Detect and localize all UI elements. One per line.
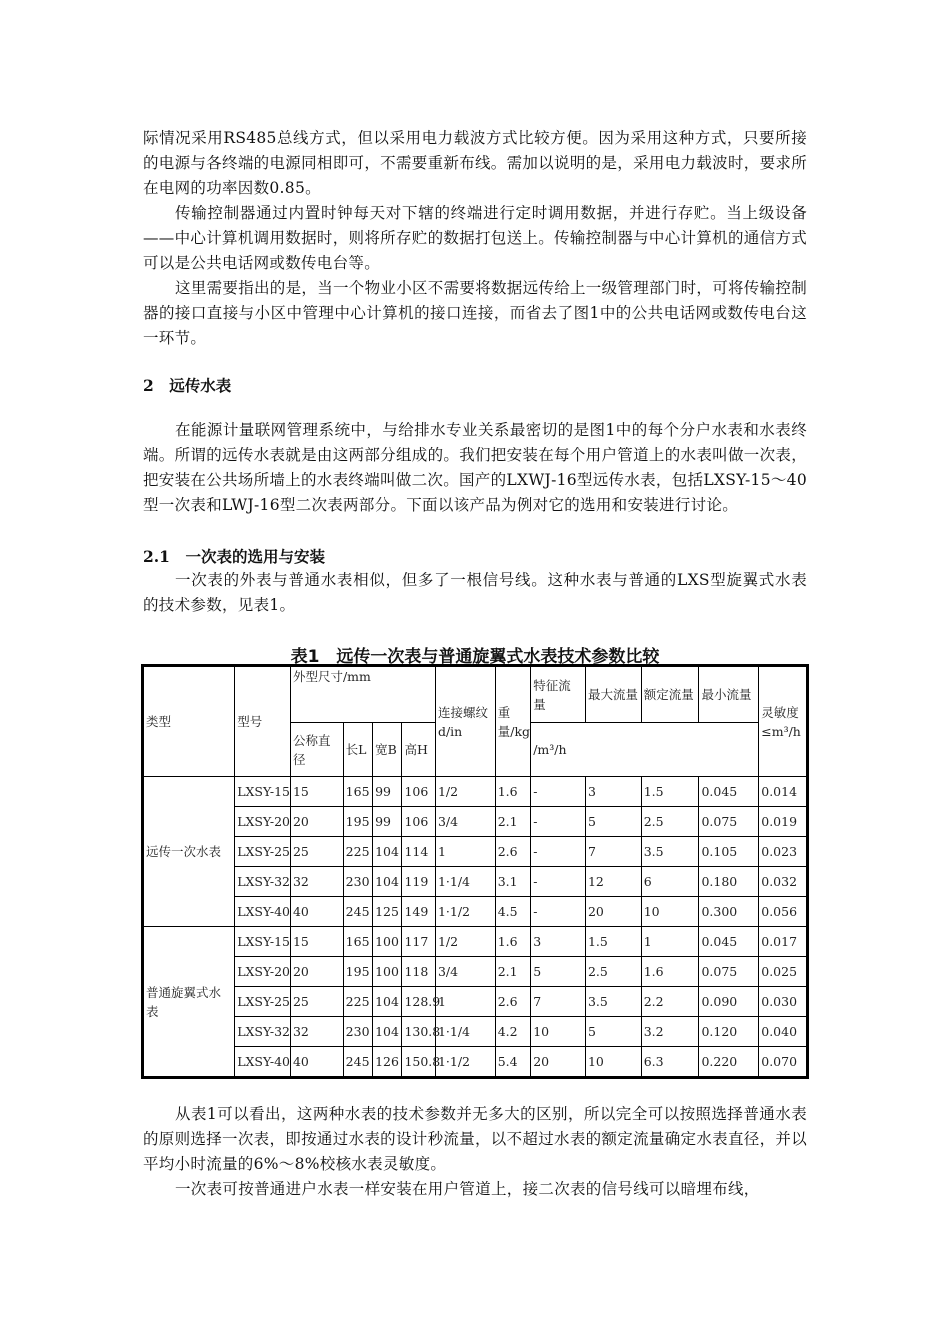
paragraph: 一次表可按普通进户水表一样安装在用户管道上，接二次表的信号线可以暗埋布线， bbox=[175, 1180, 760, 1198]
table-cell: 10 bbox=[585, 1047, 641, 1077]
table-cell: 1/2 bbox=[435, 927, 495, 957]
table-cell: 100 bbox=[373, 957, 402, 987]
table-cell: 25 bbox=[290, 837, 343, 867]
table-cell: 130.8 bbox=[402, 1017, 435, 1047]
header-weight: 重量/kg bbox=[495, 667, 530, 777]
table-cell: - bbox=[531, 777, 586, 807]
table-cell: 10 bbox=[531, 1017, 586, 1047]
table-cell: 7 bbox=[531, 987, 586, 1017]
table-cell: LXSY-20 bbox=[235, 957, 291, 987]
table-cell: 165 bbox=[343, 777, 372, 807]
paragraph: 在能源计量联网管理系统中，与给排水专业关系最密切的是图1中的每个分户水表和水表终端。所谓的远传水表就是由这两部分组成的。我们把安装在每个用户管道上的水表叫做一次表，把安装在公共场所墙上的水表终端叫做二次。国产的LXWJ-16型远传水表，包括LXSY-15～40型一次表和LWJ-16型二次表两部分。下面以该产品为例对它的选用和安装进行讨论。 bbox=[143, 421, 807, 514]
table-cell: 1·1/4 bbox=[435, 1017, 495, 1047]
table-cell: 104 bbox=[373, 837, 402, 867]
table-row bbox=[144, 777, 807, 807]
table-cell: LXSY-20 bbox=[235, 807, 291, 837]
table-cell: 7 bbox=[585, 837, 641, 867]
header-dimensions: 外型尺寸/mm bbox=[290, 667, 435, 723]
table-cell: 2.5 bbox=[641, 807, 699, 837]
table-row bbox=[144, 987, 807, 1017]
table-cell: 0.300 bbox=[699, 897, 759, 927]
header-type: 类型 bbox=[144, 667, 235, 777]
table-cell: 225 bbox=[343, 987, 372, 1017]
table-cell: 0.030 bbox=[759, 987, 807, 1017]
table-cell: - bbox=[531, 867, 586, 897]
table-cell: 104 bbox=[373, 867, 402, 897]
paragraph: 一次表的外表与普通水表相似，但多了一根信号线。这种水表与普通的LXS型旋翼式水表的技术参数，见表1。 bbox=[143, 571, 807, 614]
table-cell: 128.9 bbox=[402, 987, 435, 1017]
table-cell: 2.6 bbox=[495, 987, 530, 1017]
table-body bbox=[144, 667, 807, 1077]
table-cell: 104 bbox=[373, 1017, 402, 1047]
table-cell: 3.2 bbox=[641, 1017, 699, 1047]
table-cell: 32 bbox=[290, 1017, 343, 1047]
table-cell: 125 bbox=[373, 897, 402, 927]
table-cell: 32 bbox=[290, 867, 343, 897]
table-cell: 3/4 bbox=[435, 807, 495, 837]
table-cell: 2.1 bbox=[495, 957, 530, 987]
table-cell: LXSY-25 bbox=[235, 837, 291, 867]
table-cell: 165 bbox=[343, 927, 372, 957]
table-cell: 106 bbox=[402, 777, 435, 807]
table-cell: 114 bbox=[402, 837, 435, 867]
table-cell: 20 bbox=[531, 1047, 586, 1077]
table-cell: 0.180 bbox=[699, 867, 759, 897]
table-cell: 99 bbox=[373, 777, 402, 807]
parameter-table bbox=[143, 666, 807, 1077]
header-width: 宽B bbox=[373, 723, 402, 777]
table-cell: 118 bbox=[402, 957, 435, 987]
header-thread: 连接螺纹d/in bbox=[435, 667, 495, 777]
table-cell: 12 bbox=[585, 867, 641, 897]
table-cell: 5 bbox=[531, 957, 586, 987]
table-cell: 3.5 bbox=[641, 837, 699, 867]
table-cell: 20 bbox=[290, 957, 343, 987]
table-cell: 1·1/4 bbox=[435, 867, 495, 897]
table-cell: 0.017 bbox=[759, 927, 807, 957]
table-cell: 3 bbox=[585, 777, 641, 807]
header-nominal-diameter: 公称直径 bbox=[290, 723, 343, 777]
header-model: 型号 bbox=[235, 667, 291, 777]
table-caption: 表1 远传一次表与普通旋翼式水表技术参数比较 bbox=[290, 647, 660, 667]
table-cell: 117 bbox=[402, 927, 435, 957]
header-char-flow: 特征流量 bbox=[531, 667, 586, 723]
table-cell: 3 bbox=[531, 927, 586, 957]
table-row bbox=[144, 1047, 807, 1077]
table-row bbox=[144, 1017, 807, 1047]
table-cell: LXSY-40 bbox=[235, 1047, 291, 1077]
header-min-flow: 最小流量 bbox=[699, 667, 759, 723]
table-row bbox=[144, 867, 807, 897]
table-row bbox=[144, 927, 807, 957]
table-row bbox=[144, 837, 807, 867]
sensitivity-unit: ≤m³/h bbox=[761, 723, 801, 739]
table-cell: 0.075 bbox=[699, 807, 759, 837]
table-cell: - bbox=[531, 807, 586, 837]
table-cell: 20 bbox=[585, 897, 641, 927]
table-cell: 4.5 bbox=[495, 897, 530, 927]
table-cell: LXSY-32 bbox=[235, 867, 291, 897]
table-cell: 1 bbox=[641, 927, 699, 957]
table-row bbox=[144, 807, 807, 837]
table-cell: 150.8 bbox=[402, 1047, 435, 1077]
table-cell: 0.023 bbox=[759, 837, 807, 867]
paragraph: 际情况采用RS485总线方式，但以采用电力载波方式比较方便。因为采用这种方式，只要所接的电源与各终端的电源同相即可，不需要重新布线。需加以说明的是，采用电力载波时，要求所在电网的功率因数0.85。 bbox=[143, 129, 807, 197]
table-cell: 106 bbox=[402, 807, 435, 837]
table-cell: 195 bbox=[343, 807, 372, 837]
table-cell: 1.6 bbox=[641, 957, 699, 987]
table-cell: 1.6 bbox=[495, 927, 530, 957]
header-height: 高H bbox=[402, 723, 435, 777]
table-cell: 0.220 bbox=[699, 1047, 759, 1077]
table-cell: 0.014 bbox=[759, 777, 807, 807]
table-cell: 0.056 bbox=[759, 897, 807, 927]
table-cell: 6 bbox=[641, 867, 699, 897]
table-cell: 230 bbox=[343, 867, 372, 897]
table-row bbox=[144, 957, 807, 987]
paragraph: 这里需要指出的是，当一个物业小区不需要将数据远传给上一级管理部门时，可将传输控制器的接口直接与小区中管理中心计算机的接口连接，而省去了图1中的公共电话网或数传电台这一环节。 bbox=[143, 279, 808, 347]
table-cell: LXSY-25 bbox=[235, 987, 291, 1017]
paragraph: 传输控制器通过内置时钟每天对下辖的终端进行定时调用数据，并进行存贮。当上级设备——中心计算机调用数据时，则将所存贮的数据打包送上。传输控制器与中心计算机的通信方式可以是公共电话网或数传电台等。 bbox=[143, 204, 807, 272]
table-cell: 1.6 bbox=[495, 777, 530, 807]
table-cell: 1·1/2 bbox=[435, 1047, 495, 1077]
header-flow-unit: /m³/h bbox=[531, 723, 759, 777]
table-row bbox=[144, 897, 807, 927]
table-cell: 230 bbox=[343, 1017, 372, 1047]
table-cell: 245 bbox=[343, 897, 372, 927]
header-rated-flow: 额定流量 bbox=[641, 667, 699, 723]
header-length: 长L bbox=[343, 723, 372, 777]
table-cell: 225 bbox=[343, 837, 372, 867]
table-cell: 3/4 bbox=[435, 957, 495, 987]
table-cell: 5 bbox=[585, 1017, 641, 1047]
table-cell: 2.6 bbox=[495, 837, 530, 867]
table-cell: 40 bbox=[290, 1047, 343, 1077]
table-cell: 15 bbox=[290, 777, 343, 807]
table-cell: - bbox=[531, 837, 586, 867]
table-cell: 2.2 bbox=[641, 987, 699, 1017]
table-cell: 0.019 bbox=[759, 807, 807, 837]
table-cell: 149 bbox=[402, 897, 435, 927]
table-cell: 2.5 bbox=[585, 957, 641, 987]
subsection-heading: 2.1 一次表的选用与安装 bbox=[143, 547, 325, 566]
table-cell: 5 bbox=[585, 807, 641, 837]
paragraph: 从表1可以看出，这两种水表的技术参数并无多大的区别，所以完全可以按照选择普通水表的原则选择一次表，即按通过水表的设计秒流量，以不超过水表的额定流量确定水表直径，并以平均小时流量的6%～8%校核水表灵敏度。 bbox=[143, 1105, 807, 1173]
table-cell: 3.1 bbox=[495, 867, 530, 897]
table-cell: 1.5 bbox=[641, 777, 699, 807]
table-cell: 104 bbox=[373, 987, 402, 1017]
table-cell: 3.5 bbox=[585, 987, 641, 1017]
table-cell: LXSY-15 bbox=[235, 927, 291, 957]
table-cell: 2.1 bbox=[495, 807, 530, 837]
table-cell: 4.2 bbox=[495, 1017, 530, 1047]
table-cell: LXSY-15 bbox=[235, 777, 291, 807]
table-cell: 1 bbox=[435, 987, 495, 1017]
sensitivity-label: 灵敏度 bbox=[761, 704, 799, 720]
table-cell: 195 bbox=[343, 957, 372, 987]
table-cell: 1.5 bbox=[585, 927, 641, 957]
table-cell: 1 bbox=[435, 837, 495, 867]
table-cell: 99 bbox=[373, 807, 402, 837]
table-cell: 126 bbox=[373, 1047, 402, 1077]
table-cell: 100 bbox=[373, 927, 402, 957]
table-cell: 1·1/2 bbox=[435, 897, 495, 927]
table-cell: LXSY-40 bbox=[235, 897, 291, 927]
table-cell: 0.025 bbox=[759, 957, 807, 987]
meter-type-cell: 远传一次水表 bbox=[144, 777, 235, 927]
table-cell: 0.032 bbox=[759, 867, 807, 897]
table-cell: - bbox=[531, 897, 586, 927]
table-cell: 5.4 bbox=[495, 1047, 530, 1077]
table-cell: LXSY-32 bbox=[235, 1017, 291, 1047]
table-cell: 119 bbox=[402, 867, 435, 897]
table-cell: 0.045 bbox=[699, 927, 759, 957]
section-heading: 2 远传水表 bbox=[143, 376, 232, 395]
table-cell: 0.090 bbox=[699, 987, 759, 1017]
table-cell: 0.040 bbox=[759, 1017, 807, 1047]
table-cell: 1/2 bbox=[435, 777, 495, 807]
header-max-flow: 最大流量 bbox=[585, 667, 641, 723]
table-cell: 0.105 bbox=[699, 837, 759, 867]
meter-type-cell: 普通旋翼式水表 bbox=[144, 927, 235, 1077]
table-cell: 15 bbox=[290, 927, 343, 957]
table-cell: 245 bbox=[343, 1047, 372, 1077]
table-cell: 20 bbox=[290, 807, 343, 837]
table-cell: 25 bbox=[290, 987, 343, 1017]
header-sensitivity bbox=[759, 667, 807, 777]
table-cell: 10 bbox=[641, 897, 699, 927]
table-cell: 0.070 bbox=[759, 1047, 807, 1077]
table-cell: 0.120 bbox=[699, 1017, 759, 1047]
table-cell: 40 bbox=[290, 897, 343, 927]
table-cell: 6.3 bbox=[641, 1047, 699, 1077]
table-cell: 0.045 bbox=[699, 777, 759, 807]
table-cell: 0.075 bbox=[699, 957, 759, 987]
